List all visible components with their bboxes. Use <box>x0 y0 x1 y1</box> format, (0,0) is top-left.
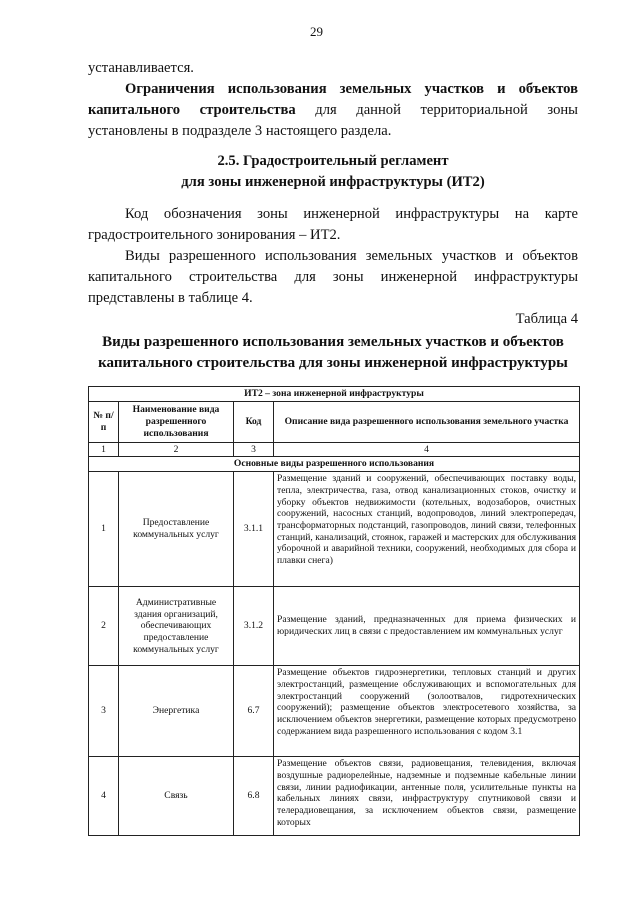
row-desc: Размещение объектов гидроэнергетики, тепловых станций и других электростанций, размещение обслуживающих и вспомогательных для электростанций сооружений (золоотвалов, гидротехнических сооружений); размещение объектов электросетевого хозяйства, за исключением объектов энергетики, размещение которых предусмотрено содержанием вида разрешенного использования с кодом 3.1 <box>274 666 580 757</box>
col-header-name: Наименование вида разрешенного использования <box>119 401 234 442</box>
row-num: 4 <box>89 757 119 836</box>
table-title-line2: капитального строительства для зоны инженерной инфраструктуры <box>98 355 568 371</box>
col-number: 3 <box>234 442 274 457</box>
table-title-line1: Виды разрешенного использования земельных участков и объектов <box>102 334 564 350</box>
restrictions-paragraph <box>88 79 578 142</box>
zone-code-paragraph: Код обозначения зоны инженерной инфраструктуры на карте градостроительного зонирования – ИТ2. <box>88 206 578 243</box>
group-header: Основные виды разрешенного использования <box>89 457 580 472</box>
column-header-row <box>89 401 580 442</box>
row-name: Связь <box>119 757 234 836</box>
table-row <box>89 757 580 836</box>
col-header-desc: Описание вида разрешенного использования земельного участка <box>274 401 580 442</box>
col-header-code: Код <box>234 401 274 442</box>
col-number: 2 <box>119 442 234 457</box>
col-number: 4 <box>274 442 580 457</box>
row-desc: Размещение объектов связи, радиовещания, телевидения, включая воздушные радиорелейные, надземные и подземные кабельные линии связи, линии радиофикации, антенные поля, усилительные пункты на кабельных линиях связи, инфраструктуру спутниковой связи и телерадиовещания, за исключением объектов связи, размещение которых <box>274 757 580 836</box>
group-header-row <box>89 457 580 472</box>
row-name: Административные здания организаций, обеспечивающих предоставление коммунальных услуг <box>119 587 234 666</box>
row-num: 3 <box>89 666 119 757</box>
row-desc: Размещение зданий и сооружений, обеспечивающих поставку воды, тепла, электричества, газа, отвод канализационных стоков, очистку и уборку объектов недвижимости (котельных, водозаборов, очистных сооружений, насосных станций, водопроводов, линий электропередач, трансформаторных подстанций, газопроводов, линий связи, телефонных станций, канализаций, стоянок, гаражей и мастерских для обслуживания уборочной и аварийной техники, сооружений, необходимых для сбора и плавки снега) <box>274 472 580 587</box>
col-header-num: № п/п <box>89 401 119 442</box>
intro-line: устанавливается. <box>88 60 194 76</box>
section-title-line2: для зоны инженерной инфраструктуры (ИТ2) <box>181 174 485 190</box>
col-number: 1 <box>89 442 119 457</box>
permitted-use-table <box>88 386 580 836</box>
table-row <box>89 587 580 666</box>
row-code: 6.8 <box>234 757 274 836</box>
permitted-use-paragraph: Виды разрешенного использования земельных участков и объектов капитального строительства для зоны инженерной инфраструктуры представлены в таблице 4. <box>88 248 578 306</box>
row-name: Предоставление коммунальных услуг <box>119 472 234 587</box>
column-number-row <box>89 442 580 457</box>
section-title <box>88 151 578 193</box>
row-num: 1 <box>89 472 119 587</box>
zone-header: ИТ2 – зона инженерной инфраструктуры <box>89 387 580 402</box>
intro-block <box>88 58 578 142</box>
row-code: 3.1.2 <box>234 587 274 666</box>
row-code: 6.7 <box>234 666 274 757</box>
restrictions-bold-text: Ограничения использования земельных участков и объектов капитального строительства <box>88 81 578 118</box>
table-row <box>89 666 580 757</box>
table-row <box>89 472 580 587</box>
table-title <box>80 332 586 374</box>
table-label: Таблица 4 <box>515 311 578 327</box>
row-desc: Размещение зданий, предназначенных для приема физических и юридических лиц в связи с предоставлением им коммунальных услуг <box>274 587 580 666</box>
row-num: 2 <box>89 587 119 666</box>
row-name: Энергетика <box>119 666 234 757</box>
section-title-line1: 2.5. Градостроительный регламент <box>217 153 449 169</box>
row-code: 3.1.1 <box>234 472 274 587</box>
main-text <box>88 204 578 330</box>
restrictions-text: для данной территориальной зоны установлены в подразделе 3 настоящего раздела. <box>88 102 578 139</box>
zone-header-row <box>89 387 580 402</box>
page-number: 29 <box>310 24 323 39</box>
